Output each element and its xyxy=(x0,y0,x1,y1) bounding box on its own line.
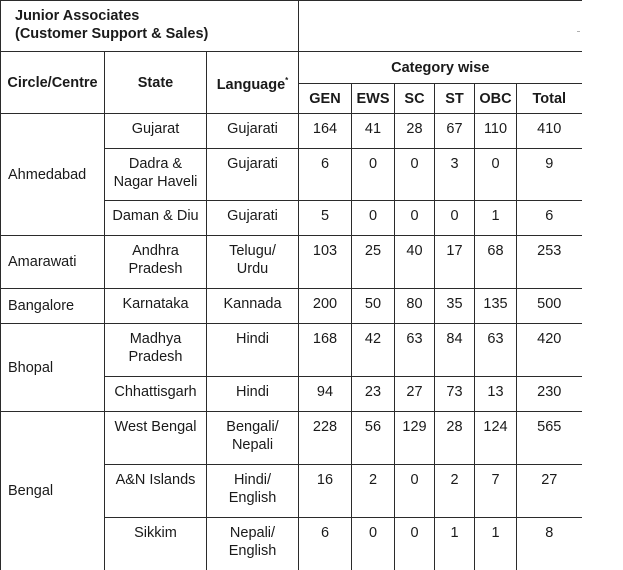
language-cell xyxy=(207,114,299,149)
table-row xyxy=(1,412,582,465)
circle-amarawati: Amarawati xyxy=(1,236,105,289)
post-title-line-2: (Customer Support & Sales) xyxy=(15,25,298,43)
state-line: West Bengal xyxy=(105,418,206,436)
footnote-mark: * xyxy=(285,76,288,85)
language-line: Gujarati xyxy=(207,207,298,225)
value-gen: 6 xyxy=(299,518,352,570)
language-line: Nepali xyxy=(207,436,298,454)
post-title-line-1: Junior Associates xyxy=(15,7,298,25)
value-total: 500 xyxy=(517,289,582,324)
value-ews: 23 xyxy=(352,377,395,412)
circle-bhopal: Bhopal xyxy=(1,324,105,412)
value-obc: 13 xyxy=(475,377,517,412)
value-obc: 110 xyxy=(475,114,517,149)
value-total: 410 xyxy=(517,114,582,149)
value-sc: 40 xyxy=(395,236,435,289)
value-gen: 6 xyxy=(299,149,352,201)
state-line: Dadra & xyxy=(105,155,206,173)
value-st: 1 xyxy=(435,518,475,570)
value-total: 565 xyxy=(517,412,582,465)
value-gen: 200 xyxy=(299,289,352,324)
value-gen: 5 xyxy=(299,201,352,236)
value-gen: 228 xyxy=(299,412,352,465)
language-cell xyxy=(207,377,299,412)
value-sc: 80 xyxy=(395,289,435,324)
value-gen: 103 xyxy=(299,236,352,289)
state-cell xyxy=(105,289,207,324)
value-gen: 94 xyxy=(299,377,352,412)
value-st: 17 xyxy=(435,236,475,289)
value-st: 0 xyxy=(435,201,475,236)
value-st: 73 xyxy=(435,377,475,412)
value-obc: 1 xyxy=(475,201,517,236)
edge-tick-mark xyxy=(577,31,580,32)
language-cell xyxy=(207,149,299,201)
value-total: 253 xyxy=(517,236,582,289)
value-gen: 168 xyxy=(299,324,352,377)
value-sc: 0 xyxy=(395,518,435,570)
value-sc: 0 xyxy=(395,201,435,236)
value-total: 420 xyxy=(517,324,582,377)
cat-sc: SC xyxy=(395,84,435,114)
table-row xyxy=(1,324,582,377)
value-ews: 42 xyxy=(352,324,395,377)
header-circle: Circle/Centre xyxy=(1,52,105,114)
value-obc: 135 xyxy=(475,289,517,324)
table-row xyxy=(1,236,582,289)
value-gen: 16 xyxy=(299,465,352,518)
header-language-label: Language xyxy=(217,76,285,92)
state-cell xyxy=(105,412,207,465)
value-sc: 0 xyxy=(395,465,435,518)
language-line: Hindi xyxy=(207,330,298,348)
value-obc: 63 xyxy=(475,324,517,377)
language-line: Bengali/ xyxy=(207,418,298,436)
language-line: Urdu xyxy=(207,260,298,278)
state-line: Madhya xyxy=(105,330,206,348)
header-language xyxy=(207,52,299,114)
value-st: 3 xyxy=(435,149,475,201)
language-line: English xyxy=(207,542,298,560)
cat-obc: OBC xyxy=(475,84,517,114)
language-line: Telugu/ xyxy=(207,242,298,260)
language-cell xyxy=(207,465,299,518)
value-sc: 129 xyxy=(395,412,435,465)
value-total: 27 xyxy=(517,465,582,518)
language-line: Gujarati xyxy=(207,120,298,138)
value-sc: 63 xyxy=(395,324,435,377)
value-sc: 27 xyxy=(395,377,435,412)
language-line: Hindi xyxy=(207,383,298,401)
language-line: Gujarati xyxy=(207,155,298,173)
value-ews: 41 xyxy=(352,114,395,149)
value-obc: 68 xyxy=(475,236,517,289)
value-total: 9 xyxy=(517,149,582,201)
value-obc: 7 xyxy=(475,465,517,518)
cat-ews: EWS xyxy=(352,84,395,114)
state-cell xyxy=(105,149,207,201)
value-sc: 28 xyxy=(395,114,435,149)
table-row xyxy=(1,114,582,149)
value-obc: 1 xyxy=(475,518,517,570)
table-row xyxy=(1,289,582,324)
language-line: Hindi/ xyxy=(207,471,298,489)
language-line: Kannada xyxy=(207,295,298,313)
language-cell xyxy=(207,289,299,324)
state-cell xyxy=(105,114,207,149)
state-cell xyxy=(105,465,207,518)
state-line: Sikkim xyxy=(105,524,206,542)
value-ews: 56 xyxy=(352,412,395,465)
value-gen: 164 xyxy=(299,114,352,149)
cat-gen: GEN xyxy=(299,84,352,114)
cat-st: ST xyxy=(435,84,475,114)
state-line: Gujarat xyxy=(105,120,206,138)
value-obc: 124 xyxy=(475,412,517,465)
value-ews: 0 xyxy=(352,149,395,201)
language-line: English xyxy=(207,489,298,507)
value-st: 84 xyxy=(435,324,475,377)
circle-bengal: Bengal xyxy=(1,412,105,570)
state-cell xyxy=(105,236,207,289)
state-line: Pradesh xyxy=(105,260,206,278)
state-line: Daman & Diu xyxy=(105,207,206,225)
state-cell xyxy=(105,518,207,570)
state-line: Karnataka xyxy=(105,295,206,313)
state-line: Pradesh xyxy=(105,348,206,366)
state-cell xyxy=(105,377,207,412)
value-total: 8 xyxy=(517,518,582,570)
state-cell xyxy=(105,324,207,377)
header-state: State xyxy=(105,52,207,114)
value-ews: 25 xyxy=(352,236,395,289)
value-st: 28 xyxy=(435,412,475,465)
header-category: Category wise xyxy=(299,52,582,84)
value-total: 6 xyxy=(517,201,582,236)
circle-ahmedabad: Ahmedabad xyxy=(1,114,105,236)
value-st: 35 xyxy=(435,289,475,324)
value-st: 2 xyxy=(435,465,475,518)
value-ews: 2 xyxy=(352,465,395,518)
state-line: Andhra xyxy=(105,242,206,260)
state-cell xyxy=(105,201,207,236)
title-blank-cell xyxy=(299,1,582,52)
language-cell xyxy=(207,201,299,236)
language-cell xyxy=(207,236,299,289)
value-ews: 0 xyxy=(352,518,395,570)
state-line: A&N Islands xyxy=(105,471,206,489)
value-ews: 50 xyxy=(352,289,395,324)
language-cell xyxy=(207,324,299,377)
language-line: Nepali/ xyxy=(207,524,298,542)
value-ews: 0 xyxy=(352,201,395,236)
post-title xyxy=(1,1,299,52)
circle-bangalore: Bangalore xyxy=(1,289,105,324)
value-sc: 0 xyxy=(395,149,435,201)
state-line: Nagar Haveli xyxy=(105,173,206,191)
cat-total: Total xyxy=(517,84,582,114)
value-st: 67 xyxy=(435,114,475,149)
language-cell xyxy=(207,518,299,570)
language-cell xyxy=(207,412,299,465)
value-total: 230 xyxy=(517,377,582,412)
value-obc: 0 xyxy=(475,149,517,201)
state-line: Chhattisgarh xyxy=(105,383,206,401)
